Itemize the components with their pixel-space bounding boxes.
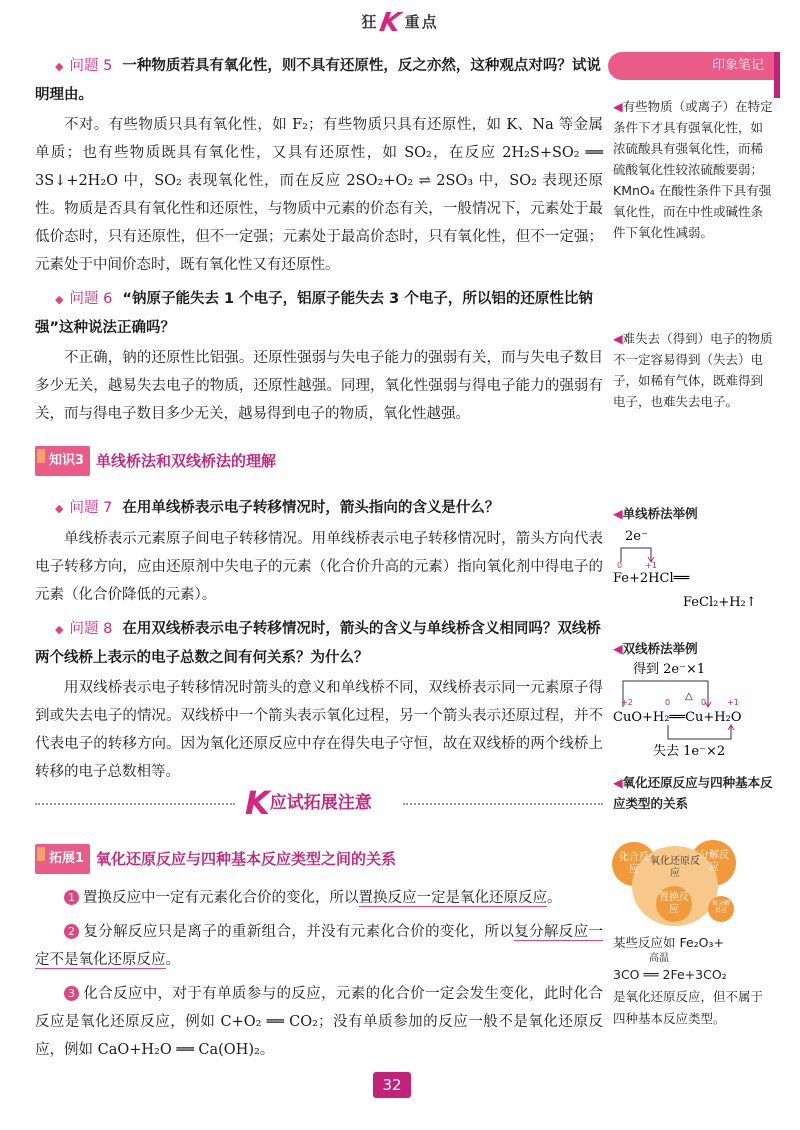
venn-title-text: 氧化还原反应与四种基本反应类型的关系 (613, 775, 773, 811)
question-5 (35, 52, 603, 109)
question-6-label: ◆ 问题 6 (55, 291, 112, 307)
h-ox-1: 0 (665, 698, 671, 707)
venn-note-condition: 高温 (649, 953, 669, 964)
divider-line-left (35, 803, 235, 805)
venn-note (613, 932, 773, 1030)
question-6 (35, 285, 603, 342)
section-knowledge-3 (35, 446, 603, 476)
point-1-text: 置换反应中一定有元素化合价的变化，所以 (83, 890, 359, 906)
single-bridge-title-text: 单线桥法举例 (622, 506, 698, 521)
single-bridge-example (613, 503, 773, 616)
venn-redox-label: 氧化还原反应 (650, 856, 700, 879)
header-k-logo: K (377, 8, 406, 38)
extension-title: 氧化还原反应与四种基本反应类型之间的关系 (96, 850, 397, 868)
double-bridge-heat: △ (685, 691, 693, 702)
venn-replace-label: 置换反应 (659, 892, 689, 915)
single-bridge-products: FeCl₂+H₂↑ (683, 595, 757, 610)
point-1-number: 1 (64, 890, 79, 905)
venn-title: ◀氧化还原反应与四种基本反应类型的关系 (613, 775, 773, 811)
question-7 (35, 494, 603, 523)
running-header (0, 8, 800, 38)
double-bridge-diagram (613, 659, 773, 759)
section-title: 单线桥法和双线桥法的理解 (96, 452, 277, 470)
point-1-end: 。 (547, 890, 562, 906)
question-8-text: 在用双线桥表示电子转移情况时，箭头的含义与单线桥含义相同吗？双线桥两个线桥上表示的电子总数之间有何关系？为什么？ (35, 621, 601, 666)
double-bridge-example (613, 638, 773, 765)
venn-note-line2: 3CO ══ 2Fe+3CO₂ (613, 967, 727, 982)
point-2-text: 复分解反应只是离子的重新组合，并没有元素化合价的变化，所以 (83, 924, 515, 940)
header-right: 重点 (404, 13, 439, 31)
question-7-label: ◆ 问题 7 (55, 500, 112, 516)
answer-7: 单线桥表示元素原子间电子转移情况。用单线桥表示电子转移情况时，箭头方向代表电子转移方向，应由还原剂中失电子的元素（化合价升高的元素）指向氧化剂中得电子的元素（化合价降低的元素）。 (35, 531, 603, 603)
point-3 (35, 980, 603, 1064)
h-ox-2: +1 (727, 698, 739, 707)
side-note-1: ◀有些物质（或离子）在特定条件下才具有强氧化性，如浓硫酸具有强氧化性，而稀硫酸氧化性较浓硫酸要弱；KMnO₄ 在酸性条件下具有强氧化性，而在中性或碱性条件下氧化性减弱。 (613, 99, 773, 240)
venn-double-label: 复分解反应 (711, 900, 730, 914)
question-8 (35, 615, 603, 672)
question-5-text: 一种物质若具有氧化性，则不具有还原性，反之亦然，这种观点对吗？试说明理由。 (35, 58, 601, 103)
cu-ox-2: 0 (701, 698, 707, 707)
venn-note-line1: 某些反应如 Fe₂O₃+ (613, 935, 725, 950)
double-bridge-gain: 得到 2e⁻×1 (633, 662, 706, 677)
answer-5-part1: 不对。有些物质只具有氧化性，如 F₂；有些物质只具有还原性，如 K、Na 等金属单质；也有些物质既具有氧化性，又具有还原性，如 SO₂，在反应 2H₂S+SO₂ ══ (35, 117, 603, 161)
point-2-number: 2 (64, 924, 79, 939)
page-number: 32 (373, 1072, 411, 1098)
side-note-2: ◀难失去（得到）电子的物质不一定容易得到（失去）电子，如稀有气体，既难得到电子，也难失去电子。 (613, 331, 773, 409)
divider-title (245, 784, 372, 822)
section-tag: 知识3 (35, 446, 90, 476)
divider-title-text: 应试拓展注意 (269, 793, 372, 813)
answer-6: 不正确，钠的还原性比铝强。还原性强弱与失电子能力的强弱有关，而与失电子数目多少无关，越易失去电子的物质，还原性越强。同理，氧化性强弱与得电子能力的强弱有关，而与得电子数目多少无关，越易得到电子的物质，氧化性越强。 (35, 350, 603, 422)
divider-k-logo: K (245, 784, 270, 822)
extension-tag: 拓展1 (35, 844, 90, 874)
point-3-text: 化合反应中，对于有单质参与的反应，元素的化合价一定会发生变化，此时化合反应是氧化还原反应，例如 C+O₂ ══ CO₂；没有单质参加的反应一般不是氧化还原反应，例如 CaO+H₂O ══ Ca(OH)₂。 (35, 986, 603, 1058)
header-left: 狂 (361, 13, 379, 31)
single-bridge-title: ◀单线桥法举例 (613, 506, 698, 521)
single-bridge-electrons: 2e⁻ (625, 529, 648, 544)
cu-ox-1: +2 (621, 698, 633, 707)
point-1 (35, 884, 603, 912)
venn-combine-label: 化合反应 (619, 852, 649, 875)
side-notes-header (608, 52, 778, 80)
question-6-text: “钠原子能失去 1 个电子，铝原子能失去 3 个电子，所以铝的还原性比钠强”这种说法正确吗？ (35, 291, 593, 336)
single-bridge-equation: Fe+2HCl══ (613, 571, 690, 586)
h-oxidation-state: +1 (645, 561, 657, 570)
main-column (35, 48, 603, 786)
point-2 (35, 918, 603, 974)
divider-line-right (403, 803, 603, 805)
section-extension-1 (35, 844, 603, 874)
point-1-emphasis: 置换反应一定是氧化还原反应 (358, 890, 547, 906)
question-7-text: 在用单线桥表示电子转移情况时，箭头指向的含义是什么？ (122, 500, 500, 516)
answer-8: 用双线桥表示电子转移情况时箭头的意义和单线桥不同，双线桥表示同一元素原子得到或失去电子的情况。双线桥中一个箭头表示氧化过程，另一个箭头表示还原过程，并不代表电子的转移方向。因为氧化还原反应中存在得失电子守恒，故在双线桥的两个线桥上转移的电子总数相等。 (35, 680, 603, 780)
question-5-label: ◆ 问题 5 (55, 58, 112, 74)
exam-extension-divider (35, 784, 603, 822)
question-8-label: ◆ 问题 8 (55, 621, 112, 637)
extension-column (35, 840, 603, 1064)
fe-oxidation-state: 0 (617, 561, 623, 570)
venn-decompose-label: 分解反应 (699, 850, 729, 873)
single-bridge-diagram (613, 524, 773, 610)
point-3-number: 3 (64, 986, 79, 1001)
answer-5 (35, 111, 603, 279)
side-note-1-text: 有些物质（或离子）在特定条件下才具有强氧化性，如浓硫酸具有强氧化性，而稀硫酸氧化性较浓硫酸要弱；KMnO₄ 在酸性条件下具有强氧化性，而在中性或碱性条件下氧化性减弱。 (613, 99, 773, 240)
point-2-emphasis: 复分解反应一定不是氧化还原反应 (35, 924, 604, 968)
double-bridge-title-text: 双线桥法举例 (622, 641, 698, 656)
venn-diagram (612, 838, 742, 928)
double-bridge-title: ◀双线桥法举例 (613, 641, 698, 656)
double-bridge-equation: CuO+H₂══Cu+H₂O (613, 710, 742, 725)
venn-note-line3: 是氧化还原反应，但不属于四种基本反应类型。 (613, 989, 764, 1026)
side-notes-header-label: 印象笔记 (711, 58, 764, 73)
venn-section (613, 772, 773, 814)
side-note-2-text: 难失去（得到）电子的物质不一定容易得到（失去）电子，如稀有气体，既难得到电子，也难失去电子。 (613, 331, 773, 409)
double-bridge-lose: 失去 1e⁻×2 (653, 744, 726, 759)
point-2-end: 。 (165, 952, 180, 968)
answer-5-part2: 3S↓+2H₂O 中，SO₂ 表现氧化性，而在反应 2SO₂+O₂ ⇌ 2SO₃ 中，SO₂ 表现还原性。物质是否具有氧化性和还原性，与物质中元素的价态有关，一般情况下，元素处于最低价态时，只有还原性，但不一定强；元素处于最高价态时，只有氧化性，但不一定强；元素处于中间价态时，既有氧化性又有还原性。 (35, 173, 603, 273)
